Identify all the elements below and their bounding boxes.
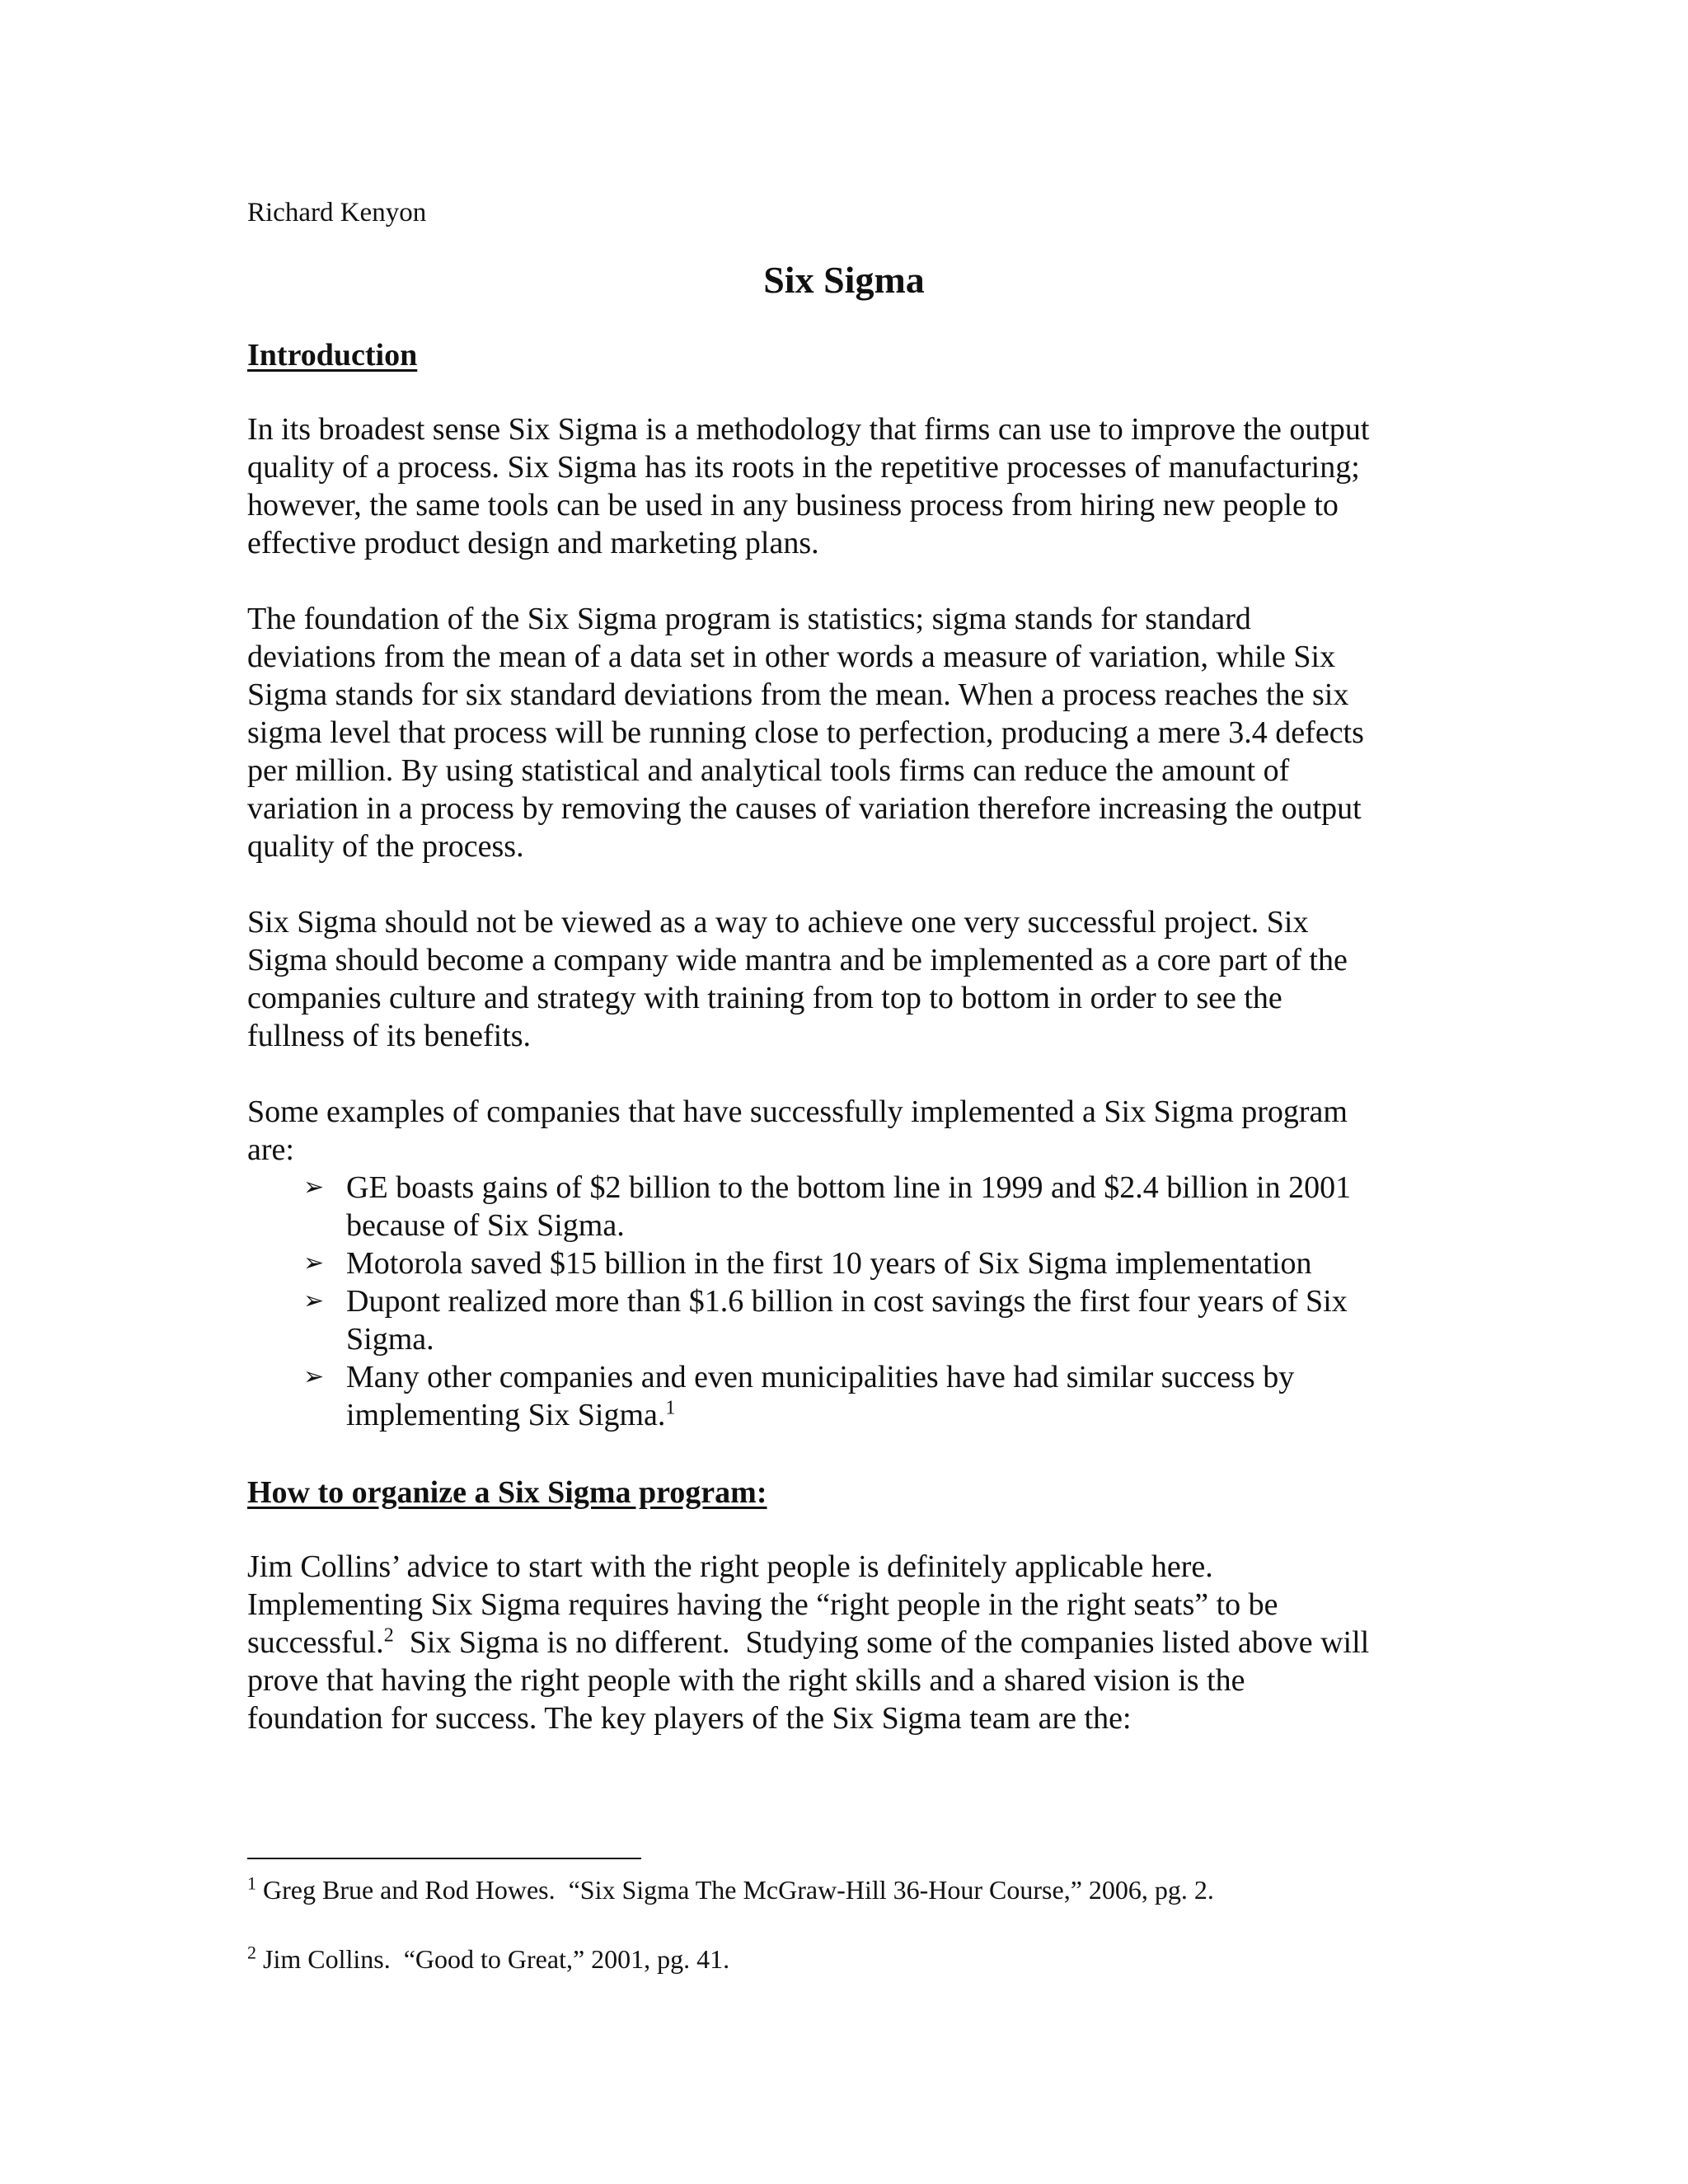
list-item bbox=[247, 1282, 1451, 1358]
heading-introduction: Introduction bbox=[247, 338, 418, 373]
text-line: however, the same tools can be used in any business process from hiring new people to bbox=[247, 488, 1339, 523]
text-line: Implementing Six Sigma requires having the “right people in the right seats” to be bbox=[247, 1587, 1278, 1622]
organize-paragraph-1 bbox=[247, 1548, 1451, 1737]
text-line: because of Six Sigma. bbox=[346, 1208, 625, 1243]
examples-bullet-list bbox=[247, 1169, 1451, 1434]
text-line bbox=[346, 1396, 1451, 1434]
text-line: variation in a process by removing the causes of variation therefore increasing the output bbox=[247, 791, 1362, 826]
text-line: foundation for success. The key players of the Six Sigma team are the: bbox=[247, 1701, 1132, 1736]
text-line: prove that having the right people with the right skills and a shared vision is the bbox=[247, 1663, 1245, 1698]
intro-paragraph-4 bbox=[247, 1093, 1451, 1169]
text-line: companies culture and strategy with training from top to bottom in order to see the bbox=[247, 981, 1282, 1015]
list-item bbox=[247, 1358, 1451, 1434]
text-fragment: implementing Six Sigma. bbox=[346, 1398, 666, 1432]
author-name: Richard Kenyon bbox=[247, 198, 427, 227]
footnote-text: Jim Collins. “Good to Great,” 2001, pg. 41. bbox=[256, 1944, 730, 1974]
text-line: The foundation of the Six Sigma program is statistics; sigma stands for standard bbox=[247, 602, 1251, 636]
footnote-number: 1 bbox=[247, 1872, 256, 1894]
document-title: Six Sigma bbox=[763, 259, 925, 301]
footnote-text: Greg Brue and Rod Howes. “Six Sigma The McGraw-Hill 36-Hour Course,” 2006, pg. 2. bbox=[256, 1875, 1214, 1905]
intro-paragraph-2 bbox=[247, 600, 1451, 865]
text-line: are: bbox=[247, 1132, 294, 1167]
text-line: quality of the process. bbox=[247, 829, 524, 864]
text-line bbox=[247, 1624, 1451, 1661]
text-line: deviations from the mean of a data set in other words a measure of variation, while Six bbox=[247, 640, 1336, 674]
text-line: Many other companies and even municipalities have had similar success by bbox=[346, 1360, 1295, 1394]
text-line: Dupont realized more than $1.6 billion in cost savings the first four years of Six bbox=[346, 1284, 1348, 1319]
text-line: fullness of its benefits. bbox=[247, 1019, 532, 1053]
heading-organize: How to organize a Six Sigma program: bbox=[247, 1475, 767, 1510]
text-fragment: successful. bbox=[247, 1625, 384, 1660]
text-line: Sigma. bbox=[346, 1322, 434, 1357]
text-line: quality of a process. Six Sigma has its roots in the repetitive processes of manufacturing; bbox=[247, 450, 1360, 485]
text-line: Some examples of companies that have successfully implemented a Six Sigma program bbox=[247, 1094, 1348, 1129]
footnote-reference-1[interactable]: 1 bbox=[665, 1397, 676, 1419]
text-line: Jim Collins’ advice to start with the right people is definitely applicable here. bbox=[247, 1549, 1213, 1584]
arrow-bullet-icon: ➢ bbox=[303, 1173, 325, 1202]
text-line: GE boasts gains of $2 billion to the bottom line in 1999 and $2.4 billion in 2001 bbox=[346, 1170, 1352, 1205]
text-line: Six Sigma should not be viewed as a way to achieve one very successful project. Six bbox=[247, 905, 1309, 940]
footnote-separator bbox=[247, 1858, 641, 1859]
list-item bbox=[247, 1244, 1451, 1282]
footnote-number: 2 bbox=[247, 1942, 256, 1963]
intro-paragraph-1 bbox=[247, 410, 1451, 562]
arrow-bullet-icon: ➢ bbox=[303, 1286, 325, 1315]
intro-paragraph-3 bbox=[247, 903, 1451, 1055]
arrow-bullet-icon: ➢ bbox=[303, 1362, 325, 1391]
text-line: effective product design and marketing plans. bbox=[247, 526, 819, 560]
footnote-reference-2[interactable]: 2 bbox=[383, 1624, 394, 1647]
text-line: per million. By using statistical and analytical tools firms can reduce the amount of bbox=[247, 753, 1290, 788]
text-fragment: Six Sigma is no different. Studying some of the companies listed above will bbox=[393, 1625, 1370, 1660]
footnote-2 bbox=[247, 1942, 729, 1976]
text-line: Motorola saved $15 billion in the first 10 years of Six Sigma implementation bbox=[346, 1246, 1312, 1281]
list-item bbox=[247, 1169, 1451, 1244]
text-line: sigma level that process will be running close to perfection, producing a mere 3.4 defects bbox=[247, 715, 1364, 750]
text-line: Sigma stands for six standard deviations from the mean. When a process reaches the six bbox=[247, 677, 1349, 712]
arrow-bullet-icon: ➢ bbox=[303, 1249, 325, 1277]
text-line: In its broadest sense Six Sigma is a methodology that firms can use to improve the output bbox=[247, 412, 1370, 447]
text-line: Sigma should become a company wide mantra and be implemented as a core part of the bbox=[247, 943, 1348, 977]
footnote-1 bbox=[247, 1872, 1214, 1907]
